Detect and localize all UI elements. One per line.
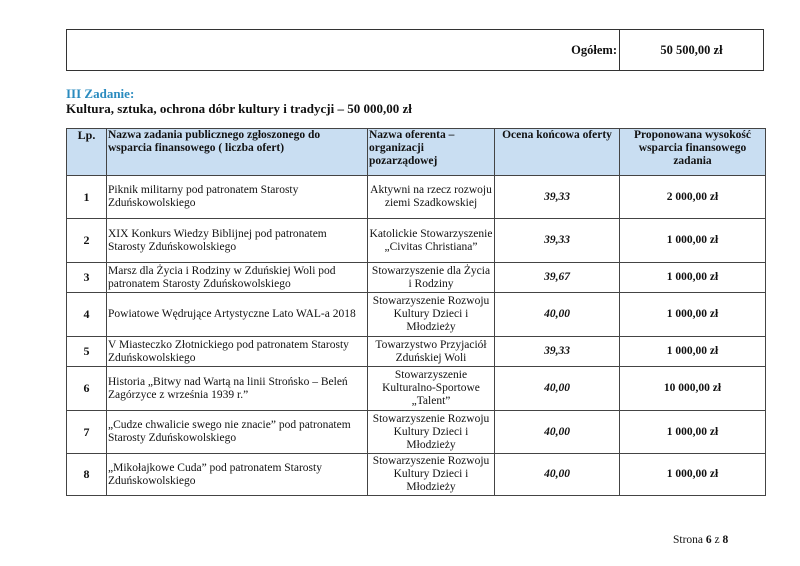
- cell-org: Stowarzyszenie Rozwoju Kultury Dzieci i Młodzieży: [368, 411, 495, 454]
- table-row: [67, 411, 766, 454]
- cell-score: 40,00: [495, 367, 620, 411]
- cell-org: Stowarzyszenie dla Życia i Rodziny: [368, 263, 495, 293]
- cell-amount: 10 000,00 zł: [620, 367, 766, 411]
- cell-amount: 1 000,00 zł: [620, 219, 766, 263]
- cell-task: XIX Konkurs Wiedzy Biblijnej pod patronatem Starosty Zduńskowolskiego: [107, 219, 368, 263]
- cell-org: Towarzystwo Przyjaciół Zduńskiej Woli: [368, 337, 495, 367]
- footer-page-number: 6: [705, 534, 712, 546]
- summary-total-box: [66, 29, 764, 71]
- footer-separator: z: [714, 534, 720, 546]
- cell-amount: 1 000,00 zł: [620, 293, 766, 337]
- cell-amount: 1 000,00 zł: [620, 411, 766, 454]
- cell-org: Stowarzyszenie Rozwoju Kultury Dzieci i Młodzieży: [368, 293, 495, 337]
- section-label: III Zadanie:: [66, 86, 135, 101]
- cell-lp: 8: [67, 454, 107, 496]
- cell-lp: 6: [67, 367, 107, 411]
- header-amount: Proponowana wysokość wsparcia finansowego zadania: [620, 129, 766, 176]
- cell-score: 40,00: [495, 411, 620, 454]
- header-task: Nazwa zadania publicznego zgłoszonego do wsparcia finansowego ( liczba ofert): [107, 129, 368, 176]
- cell-amount: 1 000,00 zł: [620, 263, 766, 293]
- tasks-table: [66, 128, 766, 496]
- table-header-row: [67, 129, 766, 176]
- page-footer: [673, 534, 728, 546]
- cell-score: 39,67: [495, 263, 620, 293]
- header-score: Ocena końcowa oferty: [495, 129, 620, 176]
- cell-lp: 7: [67, 411, 107, 454]
- cell-org: Stowarzyszenie Rozwoju Kultury Dzieci i Młodzieży: [368, 454, 495, 496]
- cell-task: Piknik militarny pod patronatem Starosty Zduńskowolskiego: [107, 176, 368, 219]
- cell-lp: 2: [67, 219, 107, 263]
- cell-score: 39,33: [495, 337, 620, 367]
- cell-org: Aktywni na rzecz rozwoju ziemi Szadkowskiej: [368, 176, 495, 219]
- cell-lp: 1: [67, 176, 107, 219]
- cell-org: Katolickie Stowarzyszenie „Civitas Christiana”: [368, 219, 495, 263]
- cell-lp: 5: [67, 337, 107, 367]
- table-row: [67, 293, 766, 337]
- cell-amount: 1 000,00 zł: [620, 337, 766, 367]
- cell-amount: 1 000,00 zł: [620, 454, 766, 496]
- summary-label: Ogółem:: [67, 30, 620, 70]
- table-row: [67, 454, 766, 496]
- table-row: [67, 367, 766, 411]
- cell-org: Stowarzyszenie Kulturalno-Sportowe „Talent”: [368, 367, 495, 411]
- cell-task: „Mikołajkowe Cuda” pod patronatem Starosty Zduńskowolskiego: [107, 454, 368, 496]
- header-lp: Lp.: [67, 129, 107, 176]
- cell-lp: 4: [67, 293, 107, 337]
- cell-lp: 3: [67, 263, 107, 293]
- cell-score: 40,00: [495, 293, 620, 337]
- cell-task: „Cudze chwalicie swego nie znacie” pod patronatem Starosty Zduńskowolskiego: [107, 411, 368, 454]
- cell-task: Powiatowe Wędrujące Artystyczne Lato WAL-a 2018: [107, 293, 368, 337]
- cell-score: 40,00: [495, 454, 620, 496]
- cell-task: V Miasteczko Złotnickiego pod patronatem Starosty Zduńskowolskiego: [107, 337, 368, 367]
- table-row: [67, 337, 766, 367]
- footer-prefix: Strona: [673, 534, 704, 546]
- header-org: Nazwa oferenta – organizacji pozarządowej: [368, 129, 495, 176]
- cell-task: Marsz dla Życia i Rodziny w Zduńskiej Woli pod patronatem Starosty Zduńskowolskiego: [107, 263, 368, 293]
- cell-amount: 2 000,00 zł: [620, 176, 766, 219]
- table-row: [67, 176, 766, 219]
- table-row: [67, 263, 766, 293]
- table-row: [67, 219, 766, 263]
- cell-score: 39,33: [495, 219, 620, 263]
- cell-task: Historia „Bitwy nad Wartą na linii Strońsko – Beleń Zagórzyce z września 1939 r.”: [107, 367, 368, 411]
- section-title: Kultura, sztuka, ochrona dóbr kultury i tradycji – 50 000,00 zł: [66, 101, 412, 116]
- cell-score: 39,33: [495, 176, 620, 219]
- summary-value: 50 500,00 zł: [660, 42, 723, 57]
- footer-total-pages: 8: [722, 534, 729, 546]
